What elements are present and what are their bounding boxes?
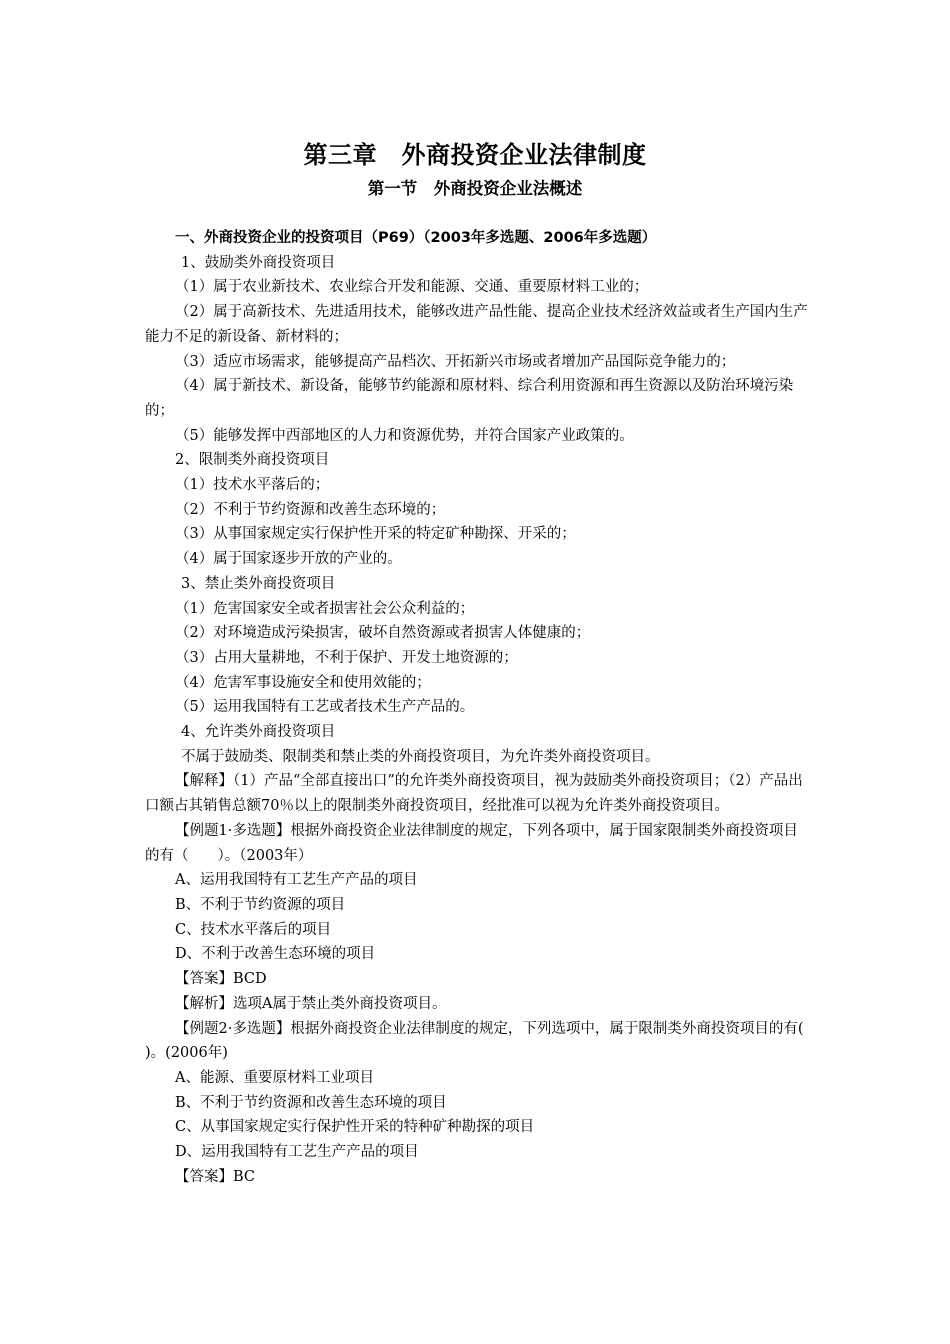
paragraph: D、不利于改善生态环境的项目 (175, 946, 376, 963)
paragraph: （4）属于国家逐步开放的产业的。 (175, 551, 402, 568)
paragraph: 【解释】（1）产品“全部直接出口”的允许类外商投资项目，视为鼓励类外商投资项目；（2）产品出口额占其销售总额70％以上的限制类外商投资项目，经批准可以视为允许类外商投资项目。 (145, 773, 803, 815)
paragraph: 4、允许类外商投资项目 (181, 724, 336, 741)
paragraph: 【答案】BCD (175, 971, 267, 988)
paragraph: B、不利于节约资源和改善生态环境的项目 (175, 1094, 447, 1111)
paragraph: 不属于鼓励类、限制类和禁止类的外商投资项目，为允许类外商投资项目。 (181, 748, 660, 765)
document-body (145, 226, 833, 1189)
paragraph: 【解析】选项A属于禁止类外商投资项目。 (175, 995, 447, 1012)
paragraph: （3）占用大量耕地，不利于保护、开发土地资源的； (175, 649, 518, 666)
paragraph: （1）属于农业新技术、农业综合开发和能源、交通、重要原材料工业的； (175, 279, 649, 296)
paragraph: （2）对环境造成污染损害，破坏自然资源或者损害人体健康的； (175, 625, 591, 642)
paragraph: 2、限制类外商投资项目 (175, 452, 330, 469)
paragraph: C、从事国家规定实行保护性开采的特种矿种勘探的项目 (175, 1119, 535, 1136)
paragraph: （5）运用我国特有工艺或者技术生产产品的。 (175, 699, 475, 716)
paragraph: （2）不利于节约资源和改善生态环境的； (175, 501, 446, 518)
paragraph: 【例题1·多选题】根据外商投资企业法律制度的规定，下列各项中，属于国家限制类外商投资项目的有（ ）。（2003年） (145, 822, 798, 864)
paragraph: C、技术水平落后的项目 (175, 921, 332, 938)
paragraph: B、不利于节约资源的项目 (175, 896, 346, 913)
paragraph: 3、禁止类外商投资项目 (181, 575, 336, 592)
paragraph: （1）技术水平落后的； (175, 477, 330, 494)
paragraph: 【例题2·多选题】根据外商投资企业法律制度的规定，下列选项中，属于限制类外商投资项目的有( )。(2006年) (145, 1020, 833, 1062)
paragraph: （4）属于新技术、新设备，能够节约能源和原材料、综合利用资源和再生资源以及防治环境污染的； (145, 378, 794, 419)
paragraph: （2）属于高新技术、先进适用技术，能够改进产品性能、提高企业技术经济效益或者生产国内生产能力不足的新设备、新材料的； (145, 304, 808, 345)
paragraph: （1）危害国家安全或者损害社会公众利益的； (175, 600, 475, 617)
paragraph: A、运用我国特有工艺生产产品的项目 (175, 872, 418, 889)
paragraph: 【答案】BC (175, 1168, 256, 1185)
paragraph: （4）危害军事设施安全和使用效能的； (175, 674, 431, 691)
paragraph: （5）能够发挥中西部地区的人力和资源优势，并符合国家产业政策的。 (175, 427, 634, 444)
heading: 一、外商投资企业的投资项目（P69）（2003年多选题、2006年多选题） (175, 230, 657, 246)
paragraph: D、运用我国特有工艺生产产品的项目 (175, 1144, 419, 1161)
paragraph: 1、鼓励类外商投资项目 (181, 254, 336, 271)
chapter-title: 第三章 外商投资企业法律制度 (303, 141, 647, 169)
paragraph: （3）从事国家规定实行保护性开采的特定矿种勘探、开采的； (175, 526, 576, 543)
paragraph: （3）适应市场需求，能够提高产品档次、开拓新兴市场或者增加产品国际竞争能力的； (175, 353, 736, 370)
paragraph: A、能源、重要原材料工业项目 (175, 1069, 374, 1086)
section-title: 第一节 外商投资企业法概述 (367, 179, 583, 198)
